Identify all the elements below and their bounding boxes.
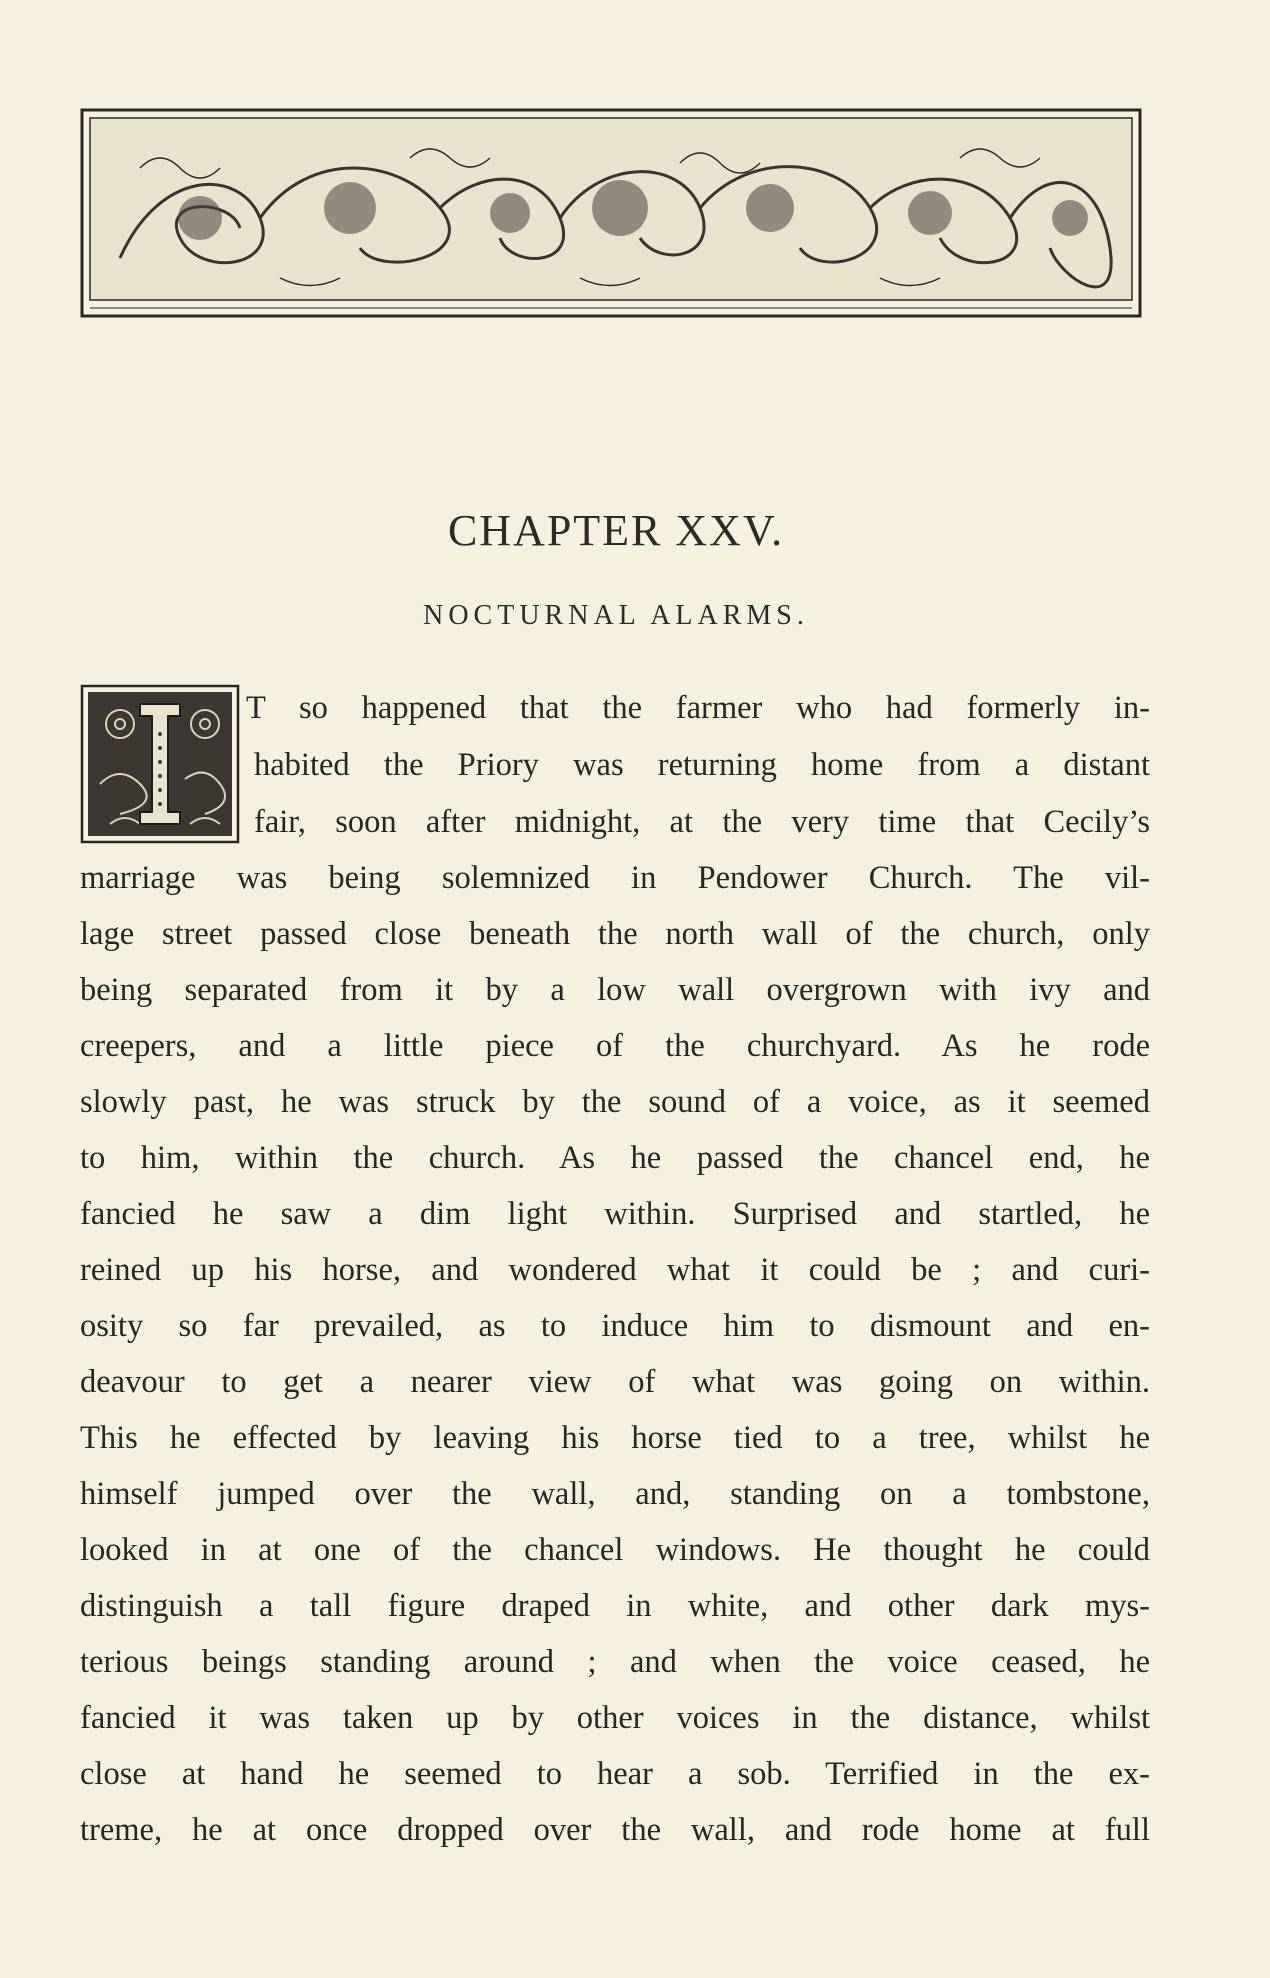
floral-dropcap-icon <box>80 684 240 844</box>
text-line: lage street passed close beneath the north wall of the church, only <box>80 916 1150 952</box>
text-line: marriage was being solemnized in Pendower Church. The vil- <box>80 860 1150 896</box>
text-line: fair, soon after midnight, at the very time that Cecily’s <box>254 804 1150 840</box>
text-line: looked in at one of the chancel windows. He thought he could <box>80 1532 1150 1568</box>
text-line: slowly past, he was struck by the sound of a voice, as it seemed <box>80 1084 1150 1120</box>
text-line: creepers, and a little piece of the churchyard. As he rode <box>80 1028 1150 1064</box>
text-line: fancied he saw a dim light within. Surprised and startled, he <box>80 1196 1150 1232</box>
text-line: T so happened that the farmer who had formerly in- <box>246 690 1150 726</box>
text-line: fancied it was taken up by other voices in the distance, whilst <box>80 1700 1150 1736</box>
text-line: treme, he at once dropped over the wall, and rode home at full <box>80 1812 1150 1848</box>
text-line: being separated from it by a low wall overgrown with ivy and <box>80 972 1150 1008</box>
text-line: to him, within the church. As he passed the chancel end, he <box>80 1140 1150 1176</box>
chapter-subtitle: NOCTURNAL ALARMS. <box>423 600 809 631</box>
text-line: himself jumped over the wall, and, standing on a tombstone, <box>80 1476 1150 1512</box>
text-line: terious beings standing around ; and when the voice ceased, he <box>80 1644 1150 1680</box>
text-line: close at hand he seemed to hear a sob. Terrified in the ex- <box>80 1756 1150 1792</box>
text-line: This he effected by leaving his horse tied to a tree, whilst he <box>80 1420 1150 1456</box>
dropcap-letter-i <box>80 684 240 844</box>
text-line: deavour to get a nearer view of what was going on within. <box>80 1364 1150 1400</box>
ornamental-headpiece <box>80 108 1142 318</box>
text-line: habited the Priory was returning home from a distant <box>254 747 1150 783</box>
text-line: reined up his horse, and wondered what it could be ; and curi- <box>80 1252 1150 1288</box>
text-line: distinguish a tall figure draped in white, and other dark mys- <box>80 1588 1150 1624</box>
text-line: osity so far prevailed, as to induce him to dismount and en- <box>80 1308 1150 1344</box>
scrollwork-icon <box>80 108 1142 318</box>
chapter-title: CHAPTER XXV. <box>447 506 785 555</box>
